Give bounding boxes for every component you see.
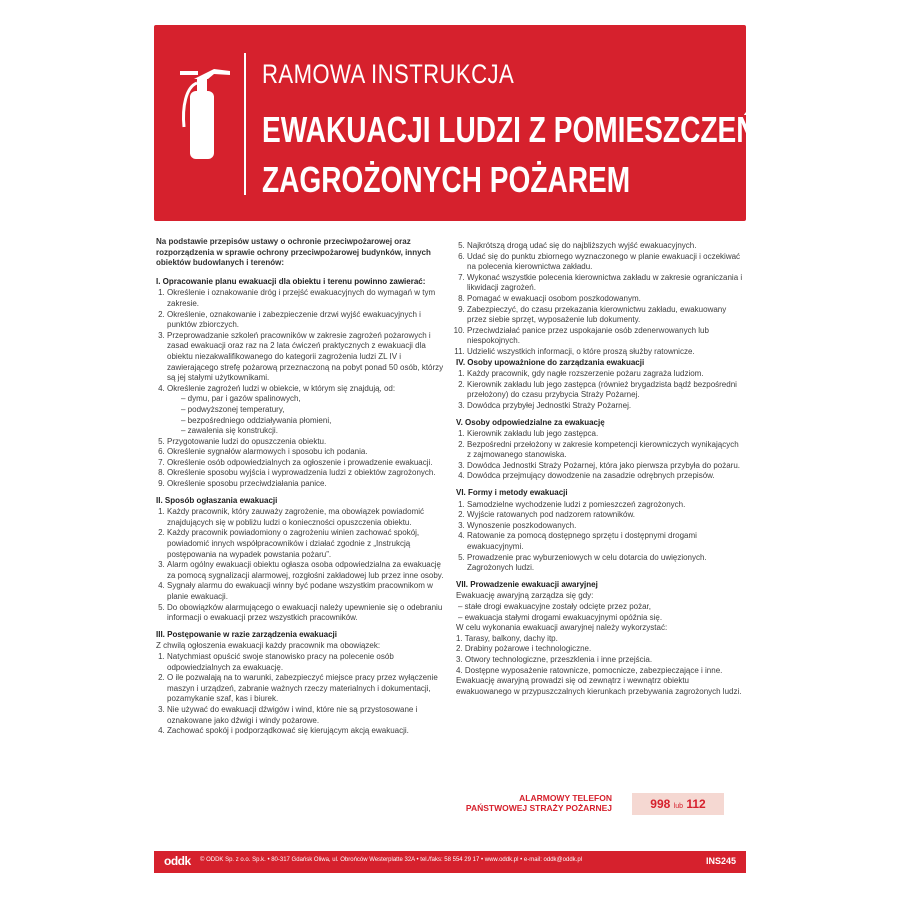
list-item: 2. O ile pozwalają na to warunki, zabezpieczyć miejsce pracy przez wyłączenie maszyn i urządzeń, zabranie ważnych rzeczy materialnych i dokumentacji, pozamykanie szaf, kas i biurek. bbox=[167, 673, 444, 705]
section-7-title: VII. Prowadzenie ewakuacji awaryjnej bbox=[456, 579, 598, 589]
oddk-logo: oddk bbox=[164, 854, 191, 868]
list-item-text: Określenie zagrożeń ludzi w obiekcie, w którym się znajdują, od: bbox=[167, 383, 396, 393]
list-item: 9. Określenie sposobu przeciwdziałania panice. bbox=[167, 479, 444, 490]
alarm-phone-block bbox=[456, 793, 746, 817]
section-7-item: 3. Otwory technologiczne, przeszklenia i inne przejścia. bbox=[456, 654, 653, 664]
alarm-label-line-2: PAŃSTWOWEJ STRAŻY POŻARNEJ bbox=[465, 803, 612, 813]
list-item: 3. Nie używać do ewakuacji dźwigów i wind, które nie są przystosowane i oznakowane jako dźwigi i windy pożarowe. bbox=[167, 705, 444, 726]
list-item: 4. Dowódca przejmujący dowodzenie na zasadzie odrębnych przepisów. bbox=[467, 471, 744, 482]
section-6-title: VI. Formy i metody ewakuacji bbox=[456, 488, 568, 498]
section-4-title: IV. Osoby upoważnione do zarządzania ewakuacji bbox=[456, 357, 645, 367]
list-item: 7. Wykonać wszystkie polecenia kierownictwa zakładu w zakresie ograniczania i likwidacji zagrożeń. bbox=[467, 273, 744, 294]
section-3-list-a bbox=[156, 652, 444, 737]
footer-contact: © ODDK Sp. z o.o. Sp.k. • 80-317 Gdańsk Oliwa, ul. Obrońców Westerplatte 32A • tel./faks: 58 554 29 17 • www.oddk.pl • e-mail: oddk@oddk.pl bbox=[200, 857, 582, 863]
sub-item: – ewakuacja stałymi drogami ewakuacyjnymi opóźnia się. bbox=[458, 613, 744, 624]
list-item bbox=[167, 384, 444, 437]
list-item: 3. Dowódca Jednostki Straży Pożarnej, która jako pierwsza przybyła do pożaru. bbox=[467, 461, 744, 472]
header-banner bbox=[154, 25, 757, 221]
list-item: 1. Samodzielne wychodzenie ludzi z pomieszczeń zagrożonych. bbox=[467, 500, 744, 511]
section-4-list bbox=[456, 369, 744, 411]
list-item: 3. Alarm ogólny ewakuacji obiektu ogłasza osoba odpowiedzialna za ewakuację za pomocą sygnalizacji alarmowej, rozgłośni zakładowej lub przez inne osoby. bbox=[167, 560, 444, 581]
list-item: 5. Najkrótszą drogą udać się do najbliższych wyjść ewakuacyjnych. bbox=[467, 241, 744, 252]
section-1-title: I. Opracowanie planu ewakuacji dla obiektu i terenu powinno zawierać: bbox=[156, 276, 426, 286]
section-7-lead: Ewakuację awaryjną zarządza się gdy: bbox=[456, 591, 594, 601]
fire-extinguisher-icon bbox=[180, 57, 232, 177]
poster bbox=[154, 25, 757, 875]
section-6-list bbox=[456, 500, 744, 574]
product-code: INS245 bbox=[705, 856, 736, 866]
list-item: 2. Określenie, oznakowanie i zabezpieczenie drzwi wyjść ewakuacyjnych i punktów zbiorczych. bbox=[167, 310, 444, 331]
sub-item: – zawalenia się konstrukcji. bbox=[181, 426, 444, 437]
list-item: 6. Udać się do punktu zbiornego wyznaczonego w planie ewakuacji i oczekiwać na polecenia kierownictwa zakładu. bbox=[467, 252, 744, 273]
section-2-title: II. Sposób ogłaszania ewakuacji bbox=[156, 495, 278, 505]
section-3-title: III. Postępowanie w razie zarządzenia ewakuacji bbox=[156, 629, 337, 639]
list-item: 4. Zachować spokój i podporządkować się kierującym akcją ewakuacji. bbox=[167, 726, 444, 737]
list-item: 2. Każdy pracownik powiadomiony o zagrożeniu winien zachować spokój, powiadomić innych współpracowników i działać zgodnie z „Instrukcją postępowania na wypadek powstania pożaru”. bbox=[167, 528, 444, 560]
list-item: 1. Każdy pracownik, który zauważy zagrożenie, ma obowiązek powiadomić znajdujących się w pobliżu ludzi o konieczności opuszczenia obiektu. bbox=[167, 507, 444, 528]
list-item: 5. Prowadzenie prac wyburzeniowych w celu dotarcia do uwięzionych. Zagrożonych ludzi. bbox=[467, 553, 744, 574]
section-7-item: 2. Drabiny pożarowe i technologiczne. bbox=[456, 644, 592, 654]
title-line-3: ZAGROŻONYCH POŻAREM bbox=[262, 159, 631, 200]
section-3-list-b bbox=[456, 241, 744, 358]
section-7-closing: Ewakuację awaryjną prowadzi się od zewnątrz i wewnątrz obiektu ewakuowanego w przypuszczalnych kierunkach przebywania zagrożonych ludzi. bbox=[456, 676, 742, 696]
intro-text: Na podstawie przepisów ustawy o ochronie przeciwpożarowej oraz rozporządzenia w sprawie ochrony przeciwpożarowej budynków, innych obiektów budowlanych i terenów: bbox=[156, 237, 431, 268]
list-item: 3. Wynoszenie poszkodowanych. bbox=[467, 521, 744, 532]
list-item: 4. Sygnały alarmu do ewakuacji winny być podane wszystkim pracownikom w planie ewakuacji. bbox=[167, 581, 444, 602]
list-item: 7. Określenie osób odpowiedzialnych za ogłoszenie i prowadzenie ewakuacji. bbox=[167, 458, 444, 469]
sub-item: – dymu, par i gazów spalinowych, bbox=[181, 394, 444, 405]
alarm-or: lub bbox=[673, 803, 683, 810]
section-7-lead-2: W celu wykonania ewakuacji awaryjnej należy wykorzystać: bbox=[456, 623, 668, 633]
list-item: 1. Natychmiast opuścić swoje stanowisko pracy na polecenie osób odpowiedzialnych za ewakuację. bbox=[167, 652, 444, 673]
section-3-lead: Z chwilą ogłoszenia ewakuacji każdy pracownik ma obowiązek: bbox=[156, 641, 381, 651]
sub-list bbox=[167, 394, 444, 436]
section-7-dash-list bbox=[456, 602, 744, 623]
list-item: 11. Udzielić wszystkich informacji, o które proszą służby ratownicze. bbox=[467, 347, 744, 358]
list-item: 5. Przygotowanie ludzi do opuszczenia obiektu. bbox=[167, 437, 444, 448]
list-item: 6. Określenie sygnałów alarmowych i sposobu ich podania. bbox=[167, 447, 444, 458]
list-item: 1. Każdy pracownik, gdy nagłe rozszerzenie pożaru zagraża ludziom. bbox=[467, 369, 744, 380]
section-7-item: 4. Dostępne wyposażenie ratownicze, pomocnicze, zabezpieczające i inne. bbox=[456, 665, 723, 675]
header-divider bbox=[244, 53, 246, 195]
alarm-number-2: 112 bbox=[686, 797, 706, 811]
right-column bbox=[456, 241, 744, 697]
left-column bbox=[156, 237, 444, 737]
section-1-list bbox=[156, 288, 444, 489]
alarm-label-line-1: ALARMOWY TELEFON bbox=[519, 793, 612, 803]
alarm-number-box bbox=[632, 793, 724, 815]
alarm-number-1: 998 bbox=[650, 797, 671, 811]
list-item: 2. Kierownik zakładu lub jego zastępca (również brygadzista bądź bezpośredni przełożony) do czasu przybycia Straży Pożarnej. bbox=[467, 380, 744, 401]
sub-item: – stałe drogi ewakuacyjne zostały odcięte przez pożar, bbox=[458, 602, 744, 613]
list-item: 1. Kierownik zakładu lub jego zastępca. bbox=[467, 429, 744, 440]
list-item: 2. Bezpośredni przełożony w zakresie kompetencji kierowniczych wynikających z zajmowanego stanowiska. bbox=[467, 440, 744, 461]
list-item: 3. Przeprowadzanie szkoleń pracowników w zakresie zagrożeń pożarowych i zasad ewakuacji oraz raz na 2 lata ćwiczeń praktycznych z ewakuacji dla obiektu niezakwalifikowanego do kategorii zagrożenia ludzi ZL IV i zawierającego strefę pożarową przeznaczoną na pobyt ponad 50 osób, którzy są jej stałymi użytkownikami. bbox=[167, 331, 444, 384]
list-item: 1. Określenie i oznakowanie dróg i przejść ewakuacyjnych do wymagań w tym zakresie. bbox=[167, 288, 444, 309]
list-item: 9. Zabezpieczyć, do czasu przekazania kierownictwu zakładu, ewakuowany przez siebie sprzęt, wyposażenie lub dokumenty. bbox=[467, 305, 744, 326]
sub-item: – bezpośredniego oddziaływania płomieni, bbox=[181, 416, 444, 427]
title-line-1: RAMOWA INSTRUKCJA bbox=[262, 59, 515, 89]
alarm-label bbox=[466, 793, 612, 813]
list-item: 8. Określenie sposobu wyjścia i wyprowadzenia ludzi z obiektów zagrożonych. bbox=[167, 468, 444, 479]
footer-bar bbox=[154, 851, 746, 873]
list-item: 5. Do obowiązków alarmującego o ewakuacji należy upewnienie się o odebraniu informacji o ewakuacji przez wszystkich pracowników. bbox=[167, 603, 444, 624]
list-item: 4. Ratowanie za pomocą dostępnego sprzętu i dostępnymi drogami ewakuacyjnymi. bbox=[467, 531, 744, 552]
title-line-2: EWAKUACJI LUDZI Z POMIESZCZEŃ bbox=[262, 109, 757, 150]
sub-item: – podwyższonej temperatury, bbox=[181, 405, 444, 416]
list-item: 2. Wyjście ratowanych pod nadzorem ratowników. bbox=[467, 510, 744, 521]
list-item: 10. Przeciwdziałać panice przez uspokajanie osób zdenerwowanych lub niespokojnych. bbox=[467, 326, 744, 347]
section-5-list bbox=[456, 429, 744, 482]
section-5-title: V. Osoby odpowiedzialne za ewakuację bbox=[456, 417, 605, 427]
list-item: 3. Dowódca przybyłej Jednostki Straży Pożarnej. bbox=[467, 401, 744, 412]
section-2-list bbox=[156, 507, 444, 624]
list-item: 8. Pomagać w ewakuacji osobom poszkodowanym. bbox=[467, 294, 744, 305]
section-7-item: 1. Tarasy, balkony, dachy itp. bbox=[456, 633, 558, 643]
